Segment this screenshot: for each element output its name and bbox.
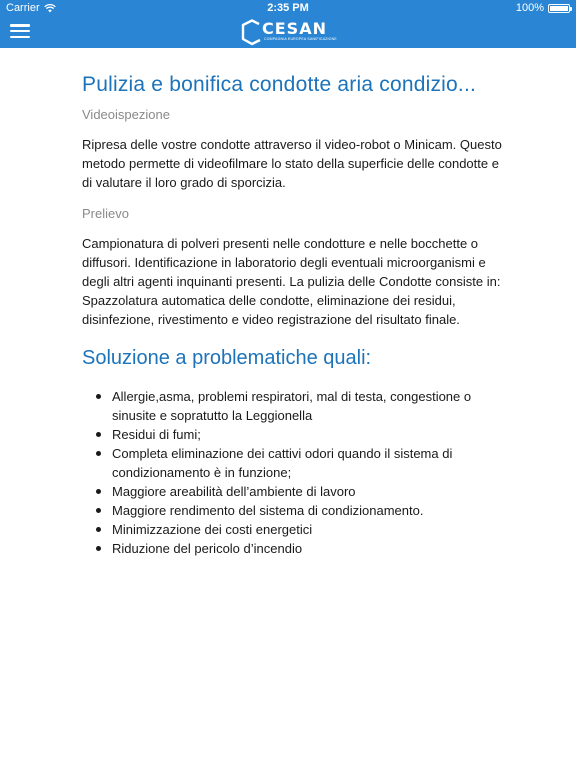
logo-hexagon-icon <box>240 19 264 47</box>
section-text-prelievo: Campionatura di polveri presenti nelle condotture e nelle bocchette o diffusori. Identificazione in laboratorio degli eventuali microorganismi e degli altri agenti inquinanti presenti. La pulizia delle Condotte consiste in: Spazzolatura automatica delle condotte, eliminazione dei residui, disinfezione, rivestimento e video registrazione del risultato finale. <box>82 236 501 327</box>
list-item: Maggiore areabilità dell’ambiente di lavoro <box>82 482 512 501</box>
logo-tagline: COMPAGNIA EUROPEA SANIFICAZIONE <box>264 37 337 41</box>
status-bar <box>0 0 576 18</box>
navigation-bar <box>0 18 576 48</box>
cesan-logo <box>240 19 336 47</box>
page-title: Pulizia e bonifica condotte aria condizio... <box>82 73 477 96</box>
clock: 2:35 PM <box>267 2 309 14</box>
carrier-label: Carrier <box>6 2 40 14</box>
list-item: Allergie,asma, problemi respiratori, mal di testa, congestione o sinusite e sopratutto la Leggionella <box>82 387 512 425</box>
logo-wordmark: CESAN <box>262 19 327 38</box>
list-item: Riduzione del pericolo d’incendio <box>82 539 512 558</box>
battery-percent: 100% <box>515 2 544 14</box>
battery-icon <box>548 4 570 13</box>
section-subhead-prelievo: Prelievo <box>82 206 129 221</box>
main-content <box>82 70 512 558</box>
solutions-title: Soluzione a problematiche quali: <box>82 347 372 369</box>
list-item: Minimizzazione dei costi energetici <box>82 520 512 539</box>
solutions-list <box>82 387 512 558</box>
list-item: Residui di fumi; <box>82 425 512 444</box>
list-item: Completa eliminazione dei cattivi odori quando il sistema di condizionamento è in funzione; <box>82 444 512 482</box>
section-subhead-videoispezione: Videoispezione <box>82 107 170 122</box>
list-item: Maggiore rendimento del sistema di condizionamento. <box>82 501 512 520</box>
section-text-videoispezione: Ripresa delle vostre condotte attraverso il video-robot o Minicam. Questo metodo permette di videofilmare lo stato della superficie delle condotte e di valutare il loro grado di sporcizia. <box>82 137 502 190</box>
battery-indicator <box>516 2 570 14</box>
battery-fill <box>550 6 568 11</box>
top-bar <box>0 0 576 48</box>
hamburger-menu-icon[interactable] <box>10 22 30 40</box>
